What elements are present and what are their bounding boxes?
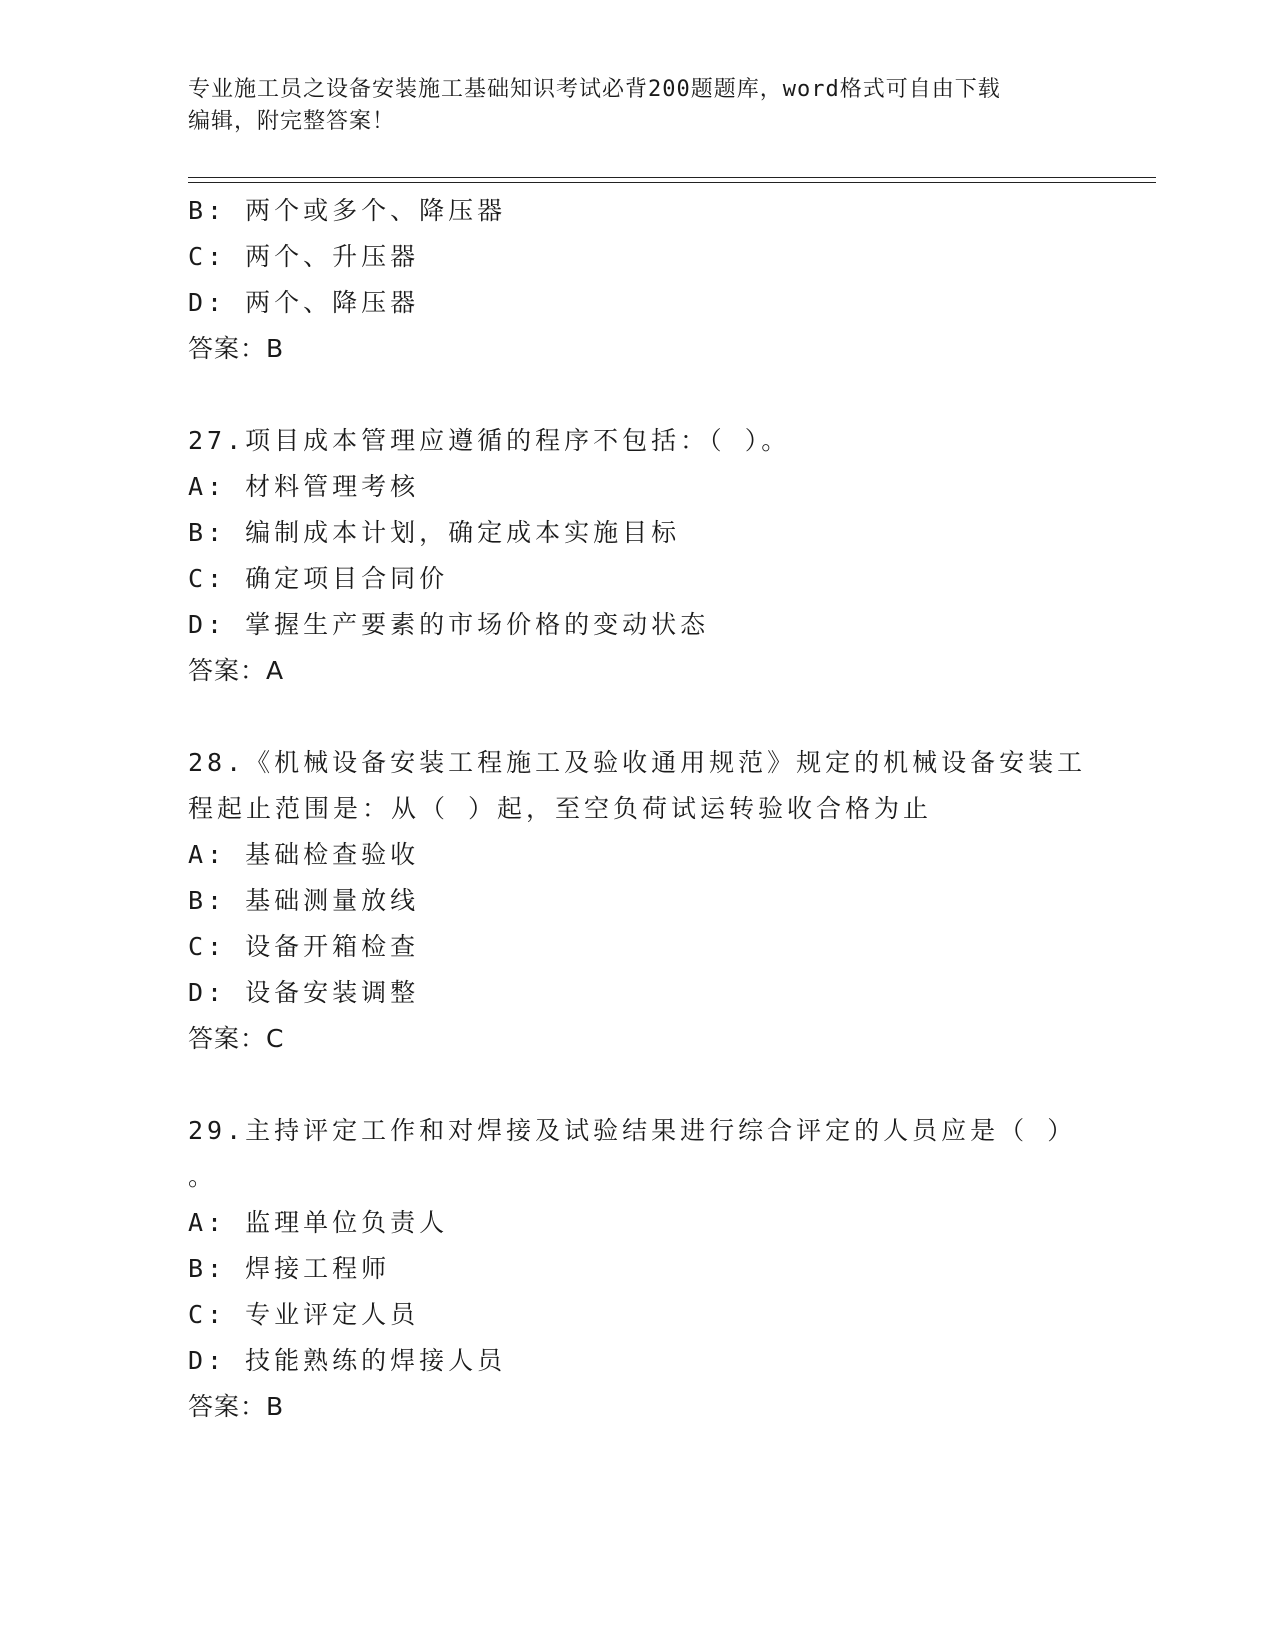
option-c: C: 两个、升压器 bbox=[188, 242, 420, 271]
option-d: D: 技能熟练的焊接人员 bbox=[188, 1346, 507, 1375]
option-a: A: 材料管理考核 bbox=[188, 472, 420, 501]
document-header bbox=[188, 74, 1088, 138]
option-a: A: 基础检查验收 bbox=[188, 840, 420, 869]
option-d: D: 掌握生产要素的市场价格的变动状态 bbox=[188, 610, 710, 639]
question-text: 27.项目成本管理应遵循的程序不包括：（ ）。 bbox=[188, 426, 791, 455]
question-26-continuation bbox=[188, 188, 1108, 372]
header-divider-bottom bbox=[188, 182, 1156, 183]
question-27 bbox=[188, 418, 1108, 694]
option-d: D: 设备安装调整 bbox=[188, 978, 420, 1007]
spacer bbox=[188, 694, 1108, 740]
question-28 bbox=[188, 740, 1108, 1062]
question-text: 29.主持评定工作和对焊接及试验结果进行综合评定的人员应是（ ） bbox=[188, 1116, 1077, 1145]
option-b: B: 两个或多个、降压器 bbox=[188, 196, 507, 225]
answer: 答案：A bbox=[188, 656, 285, 685]
document-body bbox=[188, 188, 1108, 1430]
option-b: B: 基础测量放线 bbox=[188, 886, 420, 915]
answer: 答案：B bbox=[188, 1392, 285, 1421]
question-text-continued: 程起止范围是：从（ ）起，至空负荷试运转验收合格为止 bbox=[188, 794, 933, 823]
header-title-line-1: 专业施工员之设备安装施工基础知识考试必背200题题库，word格式可自由下载 bbox=[188, 77, 1001, 102]
header-divider-top bbox=[188, 177, 1156, 178]
option-b: B: 编制成本计划，确定成本实施目标 bbox=[188, 518, 681, 547]
option-c: C: 确定项目合同价 bbox=[188, 564, 449, 593]
question-29 bbox=[188, 1108, 1108, 1430]
option-c: C: 设备开箱检查 bbox=[188, 932, 420, 961]
option-c: C: 专业评定人员 bbox=[188, 1300, 420, 1329]
answer: 答案：B bbox=[188, 334, 285, 363]
question-text-continued: 。 bbox=[188, 1162, 218, 1191]
answer: 答案：C bbox=[188, 1024, 285, 1053]
option-b: B: 焊接工程师 bbox=[188, 1254, 391, 1283]
option-d: D: 两个、降压器 bbox=[188, 288, 420, 317]
header-title-line-2: 编辑，附完整答案！ bbox=[188, 109, 396, 134]
spacer bbox=[188, 372, 1108, 418]
question-text: 28.《机械设备安装工程施工及验收通用规范》规定的机械设备安装工 bbox=[188, 748, 1087, 777]
spacer bbox=[188, 1062, 1108, 1108]
option-a: A: 监理单位负责人 bbox=[188, 1208, 449, 1237]
